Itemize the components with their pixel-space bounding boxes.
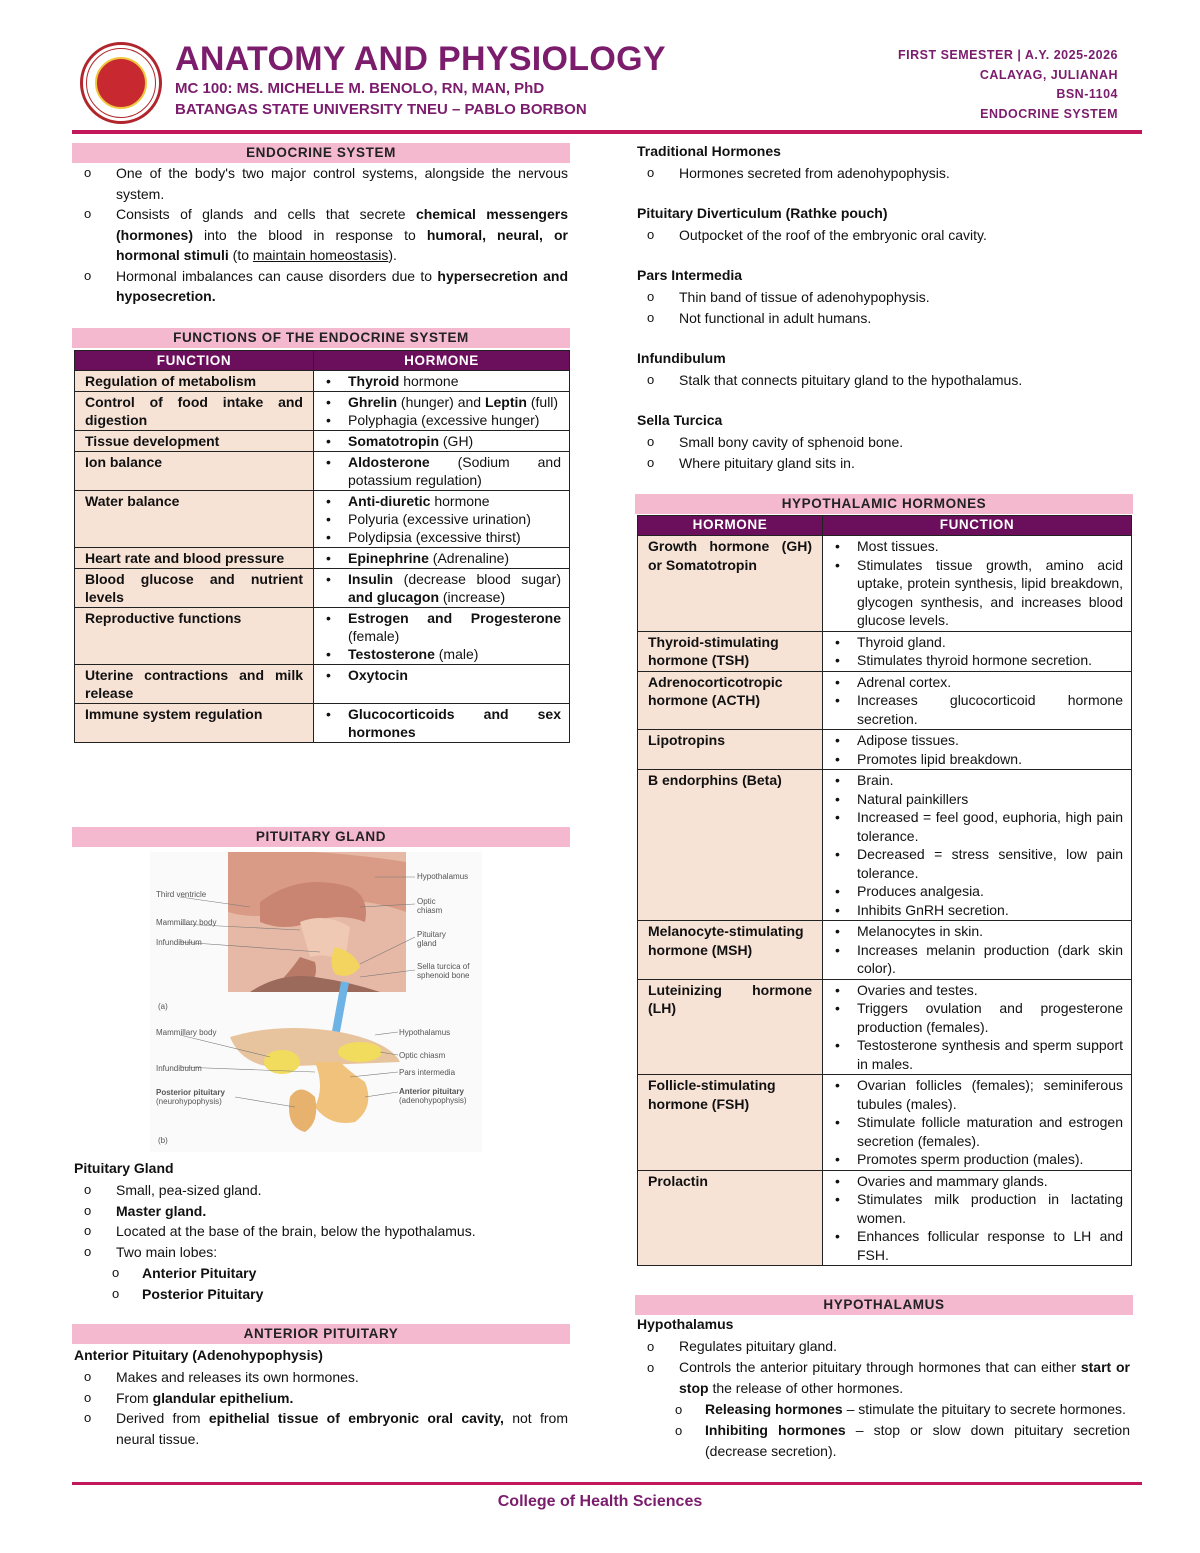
- figure-label: (adenohypophysis): [399, 1096, 467, 1105]
- list-item: o Releasing hormones – stimulate the pituitary to secrete hormones.: [635, 1399, 1130, 1420]
- endocrine-banner: ENDOCRINE SYSTEM: [72, 143, 570, 163]
- table-row: Luteinizing hormone (LH) • Ovaries and testes. • Triggers ovulation and progesterone production (females). • Testosterone synthesis and sperm support in males.: [638, 979, 1132, 1075]
- table-row: Immune system regulation • Glucocorticoids and sex hormones: [75, 704, 570, 743]
- infundibulum-bullets: [635, 370, 1135, 391]
- semester: FIRST SEMESTER | A.Y. 2025-2026: [898, 48, 1118, 62]
- anterior-pituitary-banner: ANTERIOR PITUITARY: [72, 1324, 570, 1344]
- list-item: o Where pituitary gland sits in.: [635, 453, 1135, 474]
- sella-turcica-bullets: [635, 432, 1135, 473]
- list-item: o Consists of glands and cells that secrete chemical messengers (hormones) into the blood in response to humoral, neural, or hormonal stimuli (to maintain homeostasis).: [72, 204, 568, 266]
- anterior-heading: Anterior Pituitary (Adenohypophysis): [74, 1347, 323, 1363]
- hypothalamus-banner: HYPOTHALAMUS: [635, 1295, 1133, 1315]
- list-item: o Small, pea-sized gland.: [72, 1180, 568, 1201]
- figure-label: Infundibulum: [156, 938, 202, 947]
- column-header: FUNCTION: [823, 516, 1132, 536]
- list-item: o Regulates pituitary gland.: [635, 1336, 1130, 1357]
- pituitary-heading: Pituitary Gland: [74, 1160, 174, 1176]
- footer-rule: [72, 1482, 1142, 1485]
- traditional-hormones-heading: Traditional Hormones: [637, 143, 781, 159]
- pituitary-bullets: [72, 1180, 568, 1304]
- table-row: Melanocyte-stimulating hormone (MSH) • Melanocytes in skin. • Increases melanin production (dark skin color).: [638, 921, 1132, 980]
- pituitary-banner: PITUITARY GLAND: [72, 827, 570, 847]
- functions-table: [74, 350, 570, 743]
- hypothalamus-bullets: [635, 1336, 1130, 1462]
- list-item: o Two main lobes:: [72, 1242, 568, 1263]
- figure-panel-label: (a): [158, 1002, 168, 1011]
- table-row: B endorphins (Beta) • Brain. • Natural painkillers • Increased = feel good, euphoria, high pain tolerance. • Decreased = stress sensitive, low pain tolerance. • Produces analgesia. • Inhibits GnRH secretion.: [638, 770, 1132, 921]
- list-item: o Located at the base of the brain, below the hypothalamus.: [72, 1221, 568, 1242]
- university-name: BATANGAS STATE UNIVERSITY TNEU – PABLO BORBON: [175, 101, 587, 118]
- figure-label: Third ventricle: [156, 890, 207, 899]
- infundibulum-heading: Infundibulum: [637, 350, 726, 366]
- rathke-pouch-heading: Pituitary Diverticulum (Rathke pouch): [637, 205, 888, 221]
- list-item: o Anterior Pituitary: [72, 1263, 568, 1284]
- column-header: HORMONE: [314, 351, 570, 371]
- pars-intermedia-heading: Pars Intermedia: [637, 267, 743, 283]
- column-header: HORMONE: [638, 516, 823, 536]
- list-item: o Controls the anterior pituitary through hormones that can either start or stop the release of other hormones.: [635, 1357, 1130, 1399]
- column-header: FUNCTION: [75, 351, 314, 371]
- list-item: o Hormonal imbalances can cause disorders due to hypersecretion and hyposecretion.: [72, 266, 568, 307]
- figure-label: Mammillary body: [156, 918, 217, 927]
- figure-label: (neurohypophysis): [156, 1097, 222, 1106]
- section: BSN-1104: [1056, 87, 1118, 101]
- table-row: Lipotropins • Adipose tissues. • Promotes lipid breakdown.: [638, 730, 1132, 770]
- header-rule: [72, 130, 1142, 134]
- table-row: Heart rate and blood pressure • Epinephrine (Adrenaline): [75, 548, 570, 569]
- rathke-pouch-bullets: [635, 225, 1135, 246]
- table-row: Follicle-stimulating hormone (FSH) • Ovarian follicles (females); seminiferous tubules (males). • Stimulate follicle maturation and estrogen secretion (females). • Promotes sperm production (males).: [638, 1075, 1132, 1171]
- list-item: o From glandular epithelium.: [72, 1388, 568, 1409]
- figure-label: Sella turcica of sphenoid bone: [417, 962, 470, 980]
- footer-college: College of Health Sciences: [497, 1493, 703, 1510]
- pars-intermedia-bullets: [635, 287, 1135, 328]
- traditional-hormones-bullets: [635, 163, 1135, 184]
- figure-label: Anterior pituitary: [399, 1087, 464, 1096]
- figure-label: Optic chiasm: [417, 897, 443, 915]
- university-seal-logo: [80, 42, 162, 124]
- table-row: Uterine contractions and milk release • Oxytocin: [75, 665, 570, 704]
- list-item: o Makes and releases its own hormones.: [72, 1367, 568, 1388]
- hypothalamic-hormones-banner: HYPOTHALAMIC HORMONES: [635, 494, 1133, 514]
- header-meta: [898, 46, 1118, 124]
- table-row: Control of food intake and digestion • Ghrelin (hunger) and Leptin (full) • Polyphagia (excessive hunger): [75, 392, 570, 431]
- figure-label: Mammillary body: [156, 1028, 217, 1037]
- pituitary-diagram-figure: [150, 852, 482, 1152]
- hypothalamic-hormones-table: [637, 515, 1132, 1266]
- list-item: o Thin band of tissue of adenohypophysis.: [635, 287, 1135, 308]
- figure-label: Hypothalamus: [417, 872, 469, 881]
- endocrine-bullets: [72, 163, 568, 307]
- table-row: Blood glucose and nutrient levels • Insulin (decrease blood sugar) and glucagon (increase): [75, 569, 570, 608]
- list-item: o Master gland.: [72, 1201, 568, 1222]
- list-item: o Derived from epithelial tissue of embryonic oral cavity, not from neural tissue.: [72, 1408, 568, 1449]
- topic: ENDOCRINE SYSTEM: [980, 106, 1118, 121]
- author: CALAYAG, JULIANAH: [979, 67, 1118, 82]
- list-item: o Small bony cavity of sphenoid bone.: [635, 432, 1135, 453]
- document-title: ANATOMY AND PHYSIOLOGY: [175, 40, 666, 78]
- list-item: o Posterior Pituitary: [72, 1284, 568, 1305]
- table-row: Regulation of metabolism • Thyroid hormone: [75, 371, 570, 392]
- list-item: o Stalk that connects pituitary gland to the hypothalamus.: [635, 370, 1135, 391]
- table-row: Prolactin • Ovaries and mammary glands. • Stimulates milk production in lactating women. • Enhances follicular response to LH and FSH.: [638, 1170, 1132, 1266]
- figure-label: Pituitary gland: [417, 930, 446, 948]
- figure-label: Hypothalamus: [399, 1028, 451, 1037]
- anterior-bullets: [72, 1367, 568, 1450]
- list-item: o Not functional in adult humans.: [635, 308, 1135, 329]
- table-row: Reproductive functions • Estrogen and Progesterone (female) • Testosterone (male): [75, 608, 570, 665]
- table-row: Water balance • Anti-diuretic hormone • Polyuria (excessive urination) • Polydipsia (excessive thirst): [75, 491, 570, 548]
- list-item: o Inhibiting hormones – stop or slow down pituitary secretion (decrease secretion).: [635, 1420, 1130, 1462]
- figure-label: Infundibulum: [156, 1064, 202, 1073]
- figure-label: Optic chiasm: [399, 1051, 446, 1060]
- sella-turcica-heading: Sella Turcica: [637, 412, 723, 428]
- course-instructor: MC 100: MS. MICHELLE M. BENOLO, RN, MAN, PhD: [175, 80, 545, 97]
- figure-panel-label: (b): [158, 1136, 168, 1145]
- table-row: Thyroid-stimulating hormone (TSH) • Thyroid gland. • Stimulates thyroid hormone secretion.: [638, 631, 1132, 671]
- table-row: Ion balance • Aldosterone (Sodium and potassium regulation): [75, 452, 570, 491]
- hypothalamus-heading: Hypothalamus: [637, 1316, 734, 1332]
- table-row: Tissue development • Somatotropin (GH): [75, 431, 570, 452]
- list-item: o One of the body's two major control systems, alongside the nervous system.: [72, 163, 568, 204]
- figure-label: Pars intermedia: [399, 1068, 456, 1077]
- list-item: o Outpocket of the roof of the embryonic oral cavity.: [635, 225, 1135, 246]
- table-row: Adrenocorticotropic hormone (ACTH) • Adrenal cortex. • Increases glucocorticoid hormone secretion.: [638, 671, 1132, 730]
- table-row: Growth hormone (GH) or Somatotropin • Most tissues. • Stimulates tissue growth, amino acid uptake, protein synthesis, lipid breakdown, glycogen synthesis, and increases blood glucose levels.: [638, 536, 1132, 632]
- figure-label: Posterior pituitary: [156, 1088, 225, 1097]
- list-item: o Hormones secreted from adenohypophysis.: [635, 163, 1135, 184]
- functions-banner: FUNCTIONS OF THE ENDOCRINE SYSTEM: [72, 328, 570, 348]
